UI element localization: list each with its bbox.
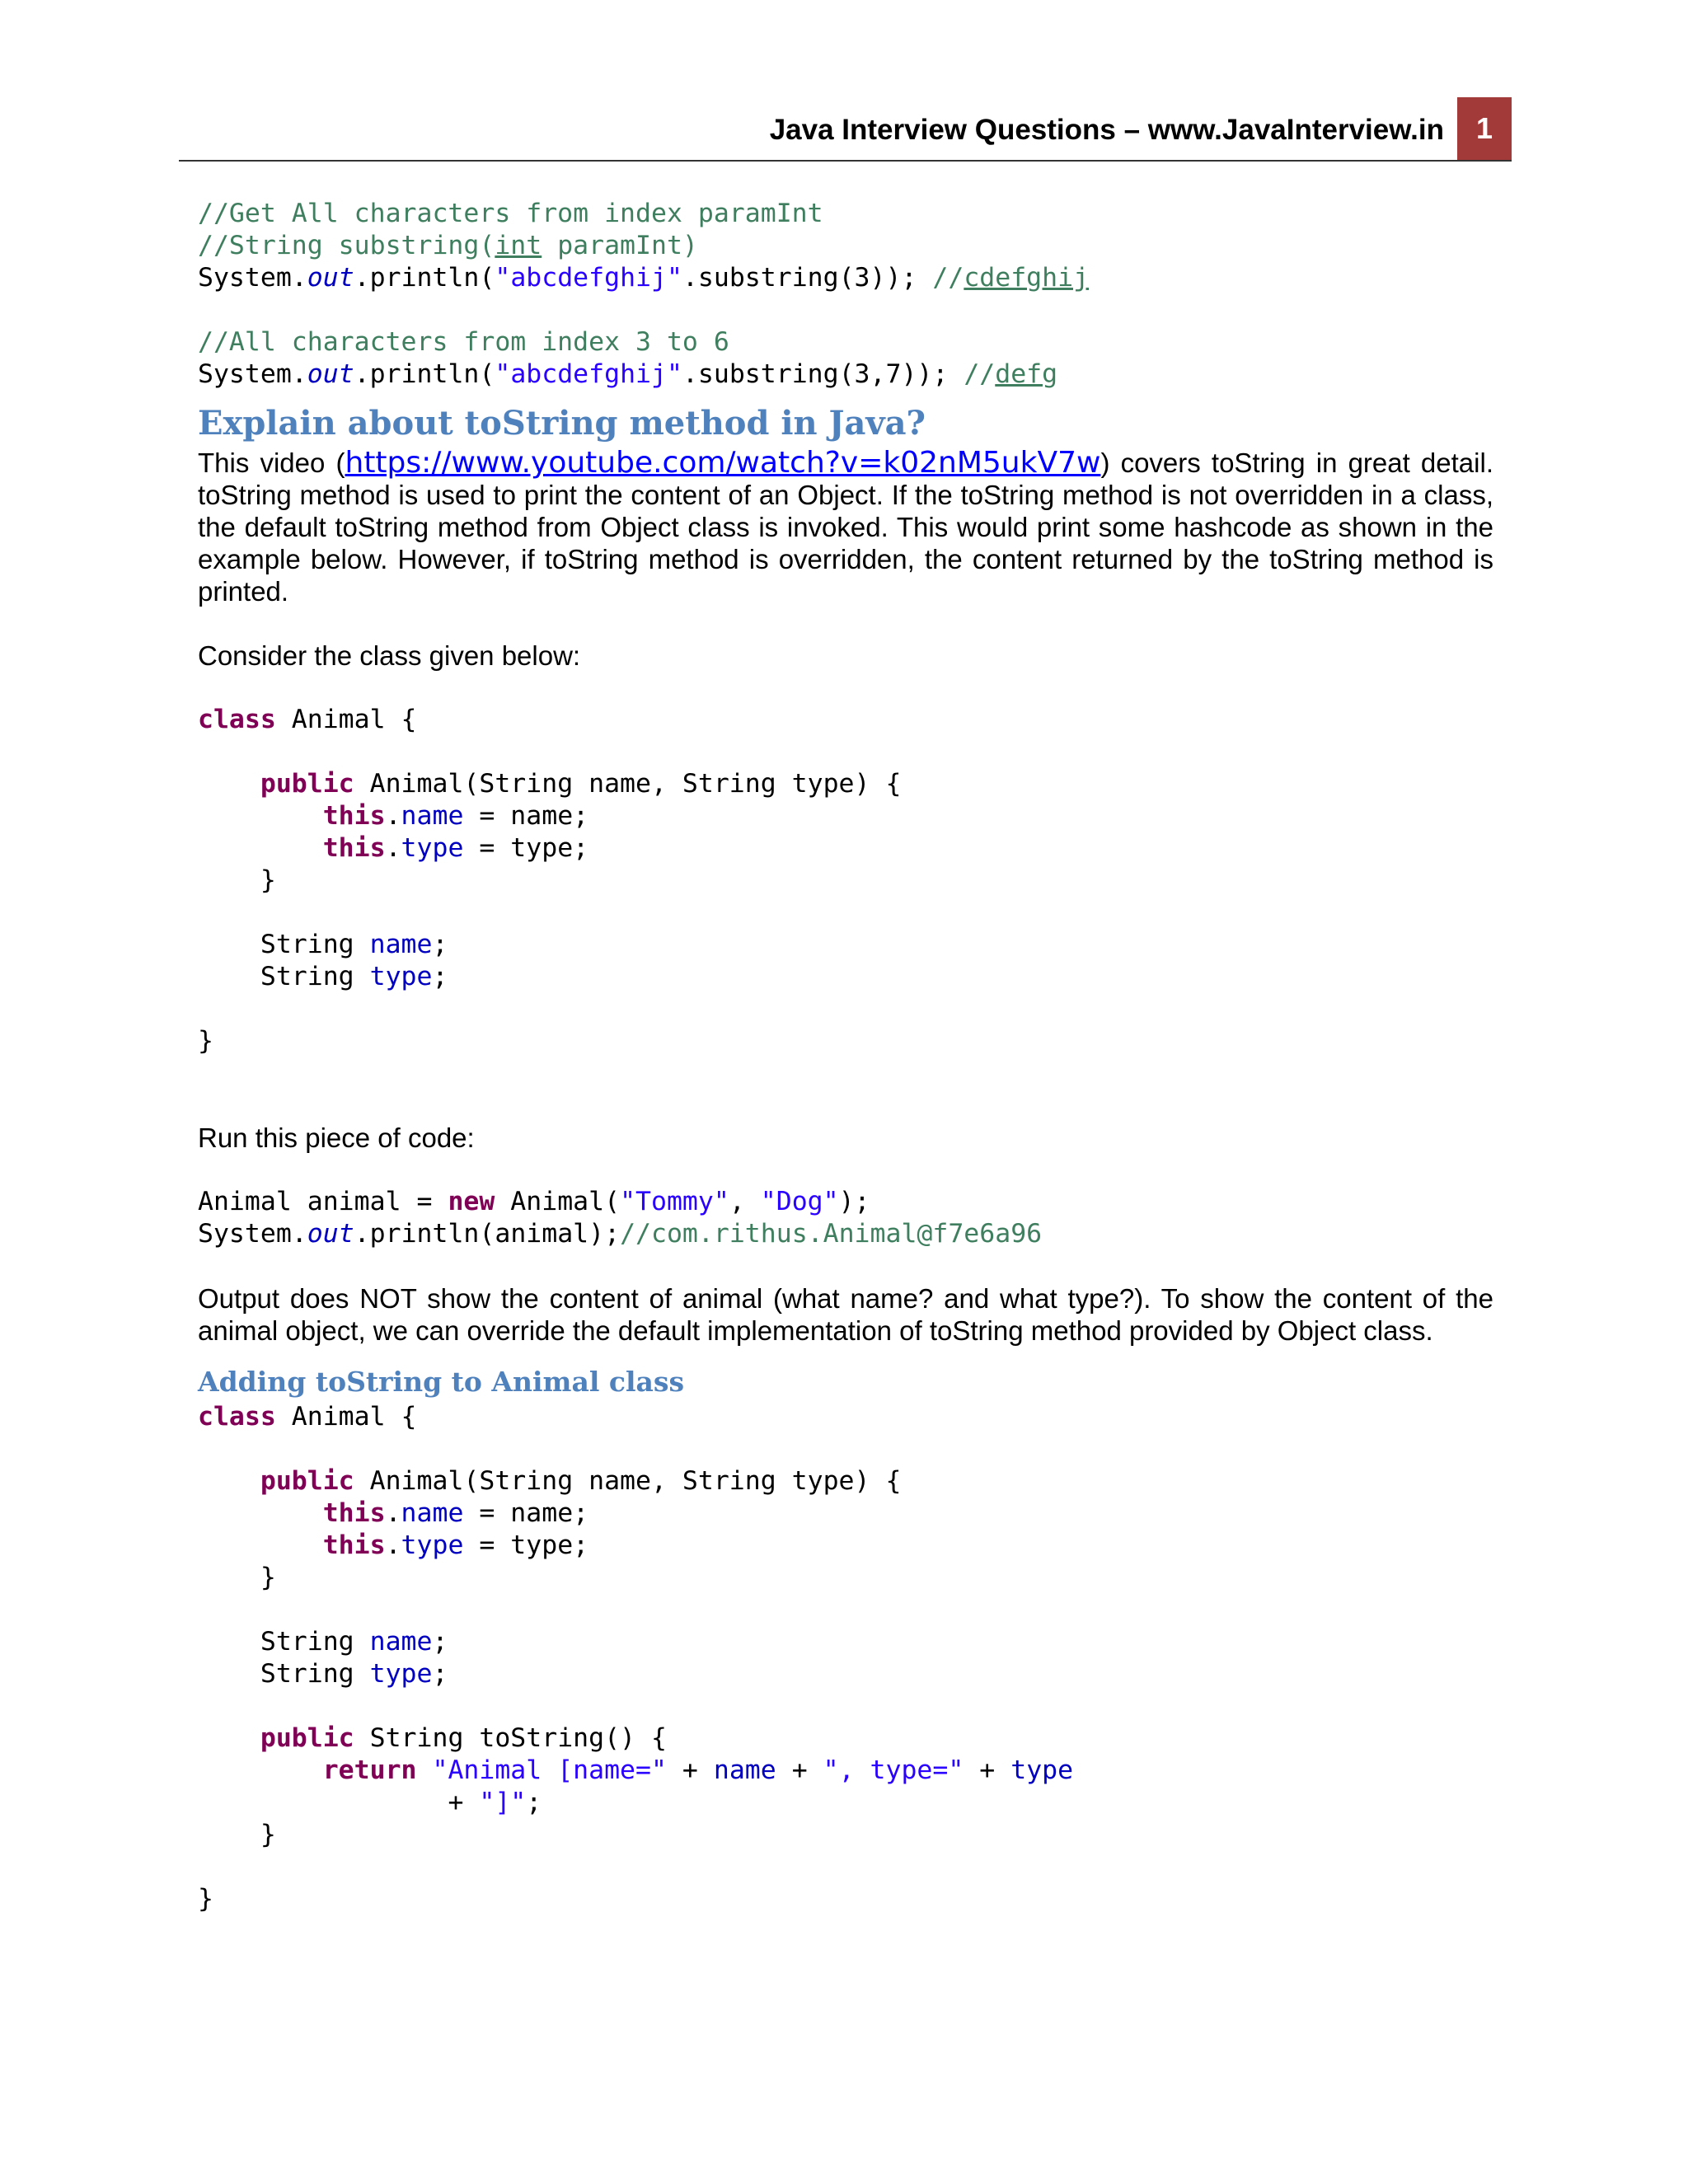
code-text: ; bbox=[432, 1627, 448, 1657]
code-text: } bbox=[198, 1026, 213, 1056]
code-comment: //com.rithus.Animal@f7e6a96 bbox=[620, 1219, 1043, 1249]
code-block-substring bbox=[198, 198, 1493, 391]
code-comment: cdefghij bbox=[964, 263, 1090, 293]
code-string: "Animal [name=" bbox=[432, 1755, 667, 1785]
code-text: ; bbox=[432, 1659, 448, 1689]
paragraph-intro bbox=[198, 447, 1493, 607]
paragraph-output: Output does NOT show the content of animal (what name? and what type?). To show the content of the animal object, we can override the default implementation of toString method provided by Object class. bbox=[198, 1283, 1493, 1346]
code-text: Animal { bbox=[275, 1402, 417, 1432]
code-text: = type; bbox=[463, 1530, 589, 1560]
page-number-badge: 1 bbox=[1457, 97, 1512, 160]
code-field: out bbox=[307, 263, 354, 293]
code-field: type bbox=[401, 833, 464, 863]
code-comment-text: paramInt) bbox=[542, 231, 698, 260]
code-text: , bbox=[729, 1187, 761, 1216]
code-text: ; bbox=[432, 930, 448, 959]
code-comment: // bbox=[964, 359, 996, 389]
code-text: = type; bbox=[463, 833, 589, 863]
code-keyword: public bbox=[260, 1466, 354, 1496]
code-field: name bbox=[401, 801, 464, 831]
code-text: } bbox=[260, 1820, 276, 1849]
code-keyword: new bbox=[448, 1187, 495, 1216]
paragraph-run: Run this piece of code: bbox=[198, 1122, 475, 1153]
code-text: Animal( bbox=[495, 1187, 621, 1216]
code-keyword: this bbox=[322, 801, 386, 831]
code-string: "abcdefghij" bbox=[495, 263, 682, 293]
code-string: "abcdefghij" bbox=[495, 359, 682, 389]
code-text: ; bbox=[432, 962, 448, 991]
code-comment: //Get All characters from index paramInt bbox=[198, 199, 823, 228]
code-comment: // bbox=[932, 263, 964, 293]
code-comment-text: //String substring( bbox=[198, 231, 495, 260]
subsection-heading: Adding toString to Animal class bbox=[198, 1366, 685, 1398]
code-text: String bbox=[260, 1659, 370, 1689]
code-text: + bbox=[666, 1755, 714, 1785]
code-text: System. bbox=[198, 359, 307, 389]
code-text: = name; bbox=[463, 1498, 589, 1528]
header-title: Java Interview Questions – www.JavaInterview.in bbox=[769, 114, 1444, 146]
code-field: type bbox=[369, 962, 433, 991]
code-text: Animal(String name, String type) { bbox=[354, 769, 902, 799]
code-text: System. bbox=[198, 263, 307, 293]
code-text: .println( bbox=[354, 263, 495, 293]
code-field: type bbox=[1010, 1755, 1074, 1785]
code-block-run bbox=[198, 1186, 1493, 1250]
code-text: String bbox=[260, 1627, 370, 1657]
code-text: } bbox=[260, 865, 276, 895]
code-field: name bbox=[401, 1498, 464, 1528]
document-body bbox=[198, 198, 1493, 1915]
code-text: System. bbox=[198, 1219, 307, 1249]
code-text: .substring(3,7)); bbox=[682, 359, 964, 389]
code-keyword: public bbox=[260, 1723, 354, 1753]
code-keyword: this bbox=[322, 1498, 386, 1528]
code-string: "]" bbox=[479, 1788, 527, 1817]
code-comment-text: int bbox=[495, 231, 542, 260]
section-heading: Explain about toString method in Java? bbox=[198, 404, 926, 443]
code-comment: //All characters from index 3 to 6 bbox=[198, 327, 729, 357]
code-field: type bbox=[401, 1530, 464, 1560]
code-string: ", type=" bbox=[823, 1755, 964, 1785]
code-text: } bbox=[198, 1884, 213, 1914]
code-field: out bbox=[307, 1219, 354, 1249]
code-text: String bbox=[260, 962, 370, 991]
code-text: Animal(String name, String type) { bbox=[354, 1466, 902, 1496]
code-text: ); bbox=[838, 1187, 870, 1216]
code-comment bbox=[198, 231, 698, 260]
paragraph-text: ) covers toString in great detail. toString method is used to print the content of an Object. If the toString method is not overridden in a class, the default toString method from Object class is invoked. This would print some hashcode as shown in the example below. However, if toString method is overridden, the content returned by the toString method is printed. bbox=[198, 448, 1493, 607]
code-keyword: class bbox=[198, 1402, 276, 1432]
code-field: name bbox=[713, 1755, 776, 1785]
code-text: .substring(3)); bbox=[682, 263, 933, 293]
video-link[interactable]: https://www.youtube.com/watch?v=k02nM5ukV7w bbox=[345, 446, 1101, 480]
code-text: String toString() { bbox=[354, 1723, 667, 1753]
code-block-animal-class: class Animal { public Animal(String name, String type) { this.name = name; this.type = type; } String name; String type; } bbox=[198, 705, 902, 1056]
code-text: + bbox=[776, 1755, 823, 1785]
code-field: out bbox=[307, 359, 354, 389]
code-field: type bbox=[369, 1659, 433, 1689]
paragraph-text: This video ( bbox=[198, 448, 345, 478]
code-block-animal-tostring: class Animal { public Animal(String name, String type) { this.name = name; this.type = type; } String name; String type; public String toString() { return "Animal [name=" + name + ", type=" + type + "]"; } } bbox=[198, 1402, 1074, 1914]
code-keyword: this bbox=[322, 833, 386, 863]
code-field: name bbox=[369, 930, 433, 959]
code-text: = name; bbox=[463, 801, 589, 831]
code-keyword: this bbox=[322, 1530, 386, 1560]
code-text: + bbox=[448, 1788, 480, 1817]
code-string: "Dog" bbox=[760, 1187, 839, 1216]
code-text: ; bbox=[526, 1788, 542, 1817]
code-field: name bbox=[369, 1627, 433, 1657]
code-text: Animal animal = bbox=[198, 1187, 448, 1216]
code-keyword: class bbox=[198, 705, 276, 734]
code-keyword: return bbox=[322, 1755, 417, 1785]
code-text: Animal { bbox=[275, 705, 417, 734]
code-text: + bbox=[964, 1755, 1011, 1785]
code-keyword: public bbox=[260, 769, 354, 799]
code-string: "Tommy" bbox=[620, 1187, 729, 1216]
code-comment: defg bbox=[995, 359, 1058, 389]
paragraph-consider: Consider the class given below: bbox=[198, 640, 581, 671]
code-text: .println(animal); bbox=[354, 1219, 621, 1249]
code-text: String bbox=[260, 930, 370, 959]
code-text: } bbox=[260, 1563, 276, 1592]
code-text: .println( bbox=[354, 359, 495, 389]
page-header bbox=[179, 97, 1512, 162]
